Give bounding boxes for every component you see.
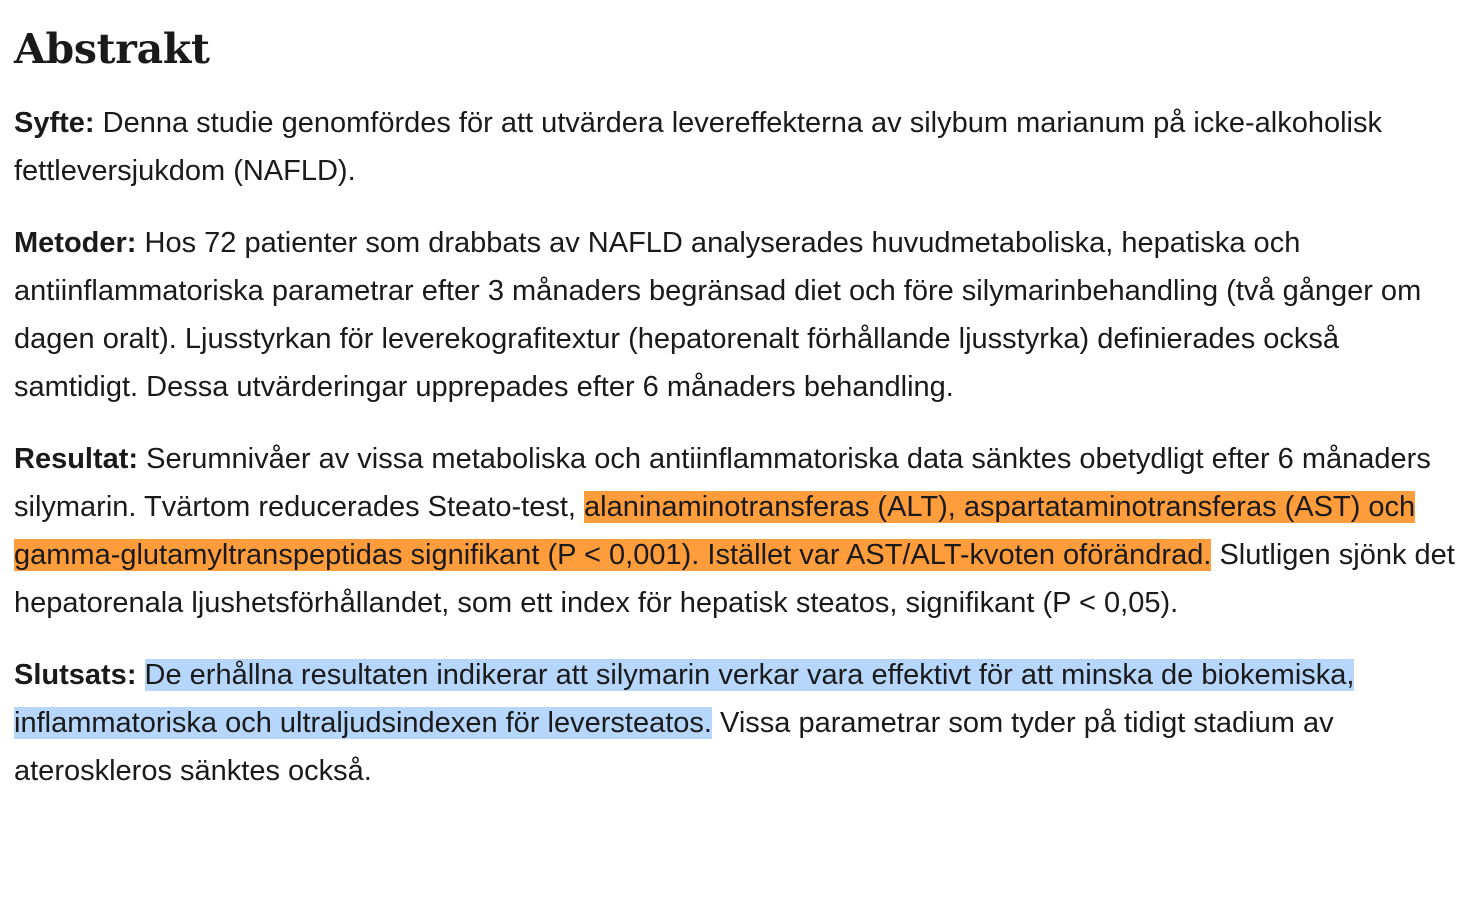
metoder-text: Hos 72 patienter som drabbats av NAFLD analyserades huvudmetaboliska, hepatiska och antiinflammatoriska parametrar efter 3 månaders begränsad diet och före silymarinbehandling (två gånger om dagen oralt). Ljusstyrkan för leverekografitextur (hepatorenalt förhållande ljusstyrka) definierades också samtidigt. Dessa utvärderingar upprepades efter 6 månaders behandling. <box>14 227 1422 403</box>
syfte-label: Syfte: <box>14 107 95 139</box>
slutsats-text-after: Vissa parametrar som tyder på tidigt stadium av ateroskleros sänktes också. <box>14 707 1334 787</box>
slutsats-label: Slutsats: <box>14 659 137 691</box>
resultat-label: Resultat: <box>14 443 139 475</box>
resultat-text-before: Serumnivåer av vissa metaboliska och antiinflammatoriska data sänktes obetydligt efter 6 månaders silymarin. Tvärtom reducerades Steato-test, <box>14 443 1431 523</box>
syfte-text: Denna studie genomfördes för att utvärdera levereffekterna av silybum marianum på icke-alkoholisk fettleversjukdom (NAFLD). <box>14 107 1382 187</box>
abstract-heading: Abstrakt <box>14 25 210 73</box>
slutsats-highlight: De erhållna resultaten indikerar att silymarin verkar vara effektivt för att minska de biokemiska, inflammatoriska och ultraljudsindexen för leversteatos. <box>14 659 1355 739</box>
metoder-paragraph <box>14 219 1469 411</box>
resultat-highlight: alaninaminotransferas (ALT), aspartataminotransferas (AST) och gamma-glutamyltranspeptidas signifikant (P < 0,001). Istället var AST/ALT-kvoten oförändrad. <box>14 491 1416 571</box>
slutsats-paragraph <box>14 651 1469 795</box>
resultat-paragraph <box>14 435 1469 627</box>
metoder-label: Metoder: <box>14 227 137 259</box>
syfte-paragraph <box>14 99 1469 195</box>
resultat-text-after: Slutligen sjönk det hepatorenala ljushetsförhållandet, som ett index för hepatisk steatos, signifikant (P < 0,05). <box>14 539 1455 619</box>
slutsats-text-before <box>136 659 144 691</box>
